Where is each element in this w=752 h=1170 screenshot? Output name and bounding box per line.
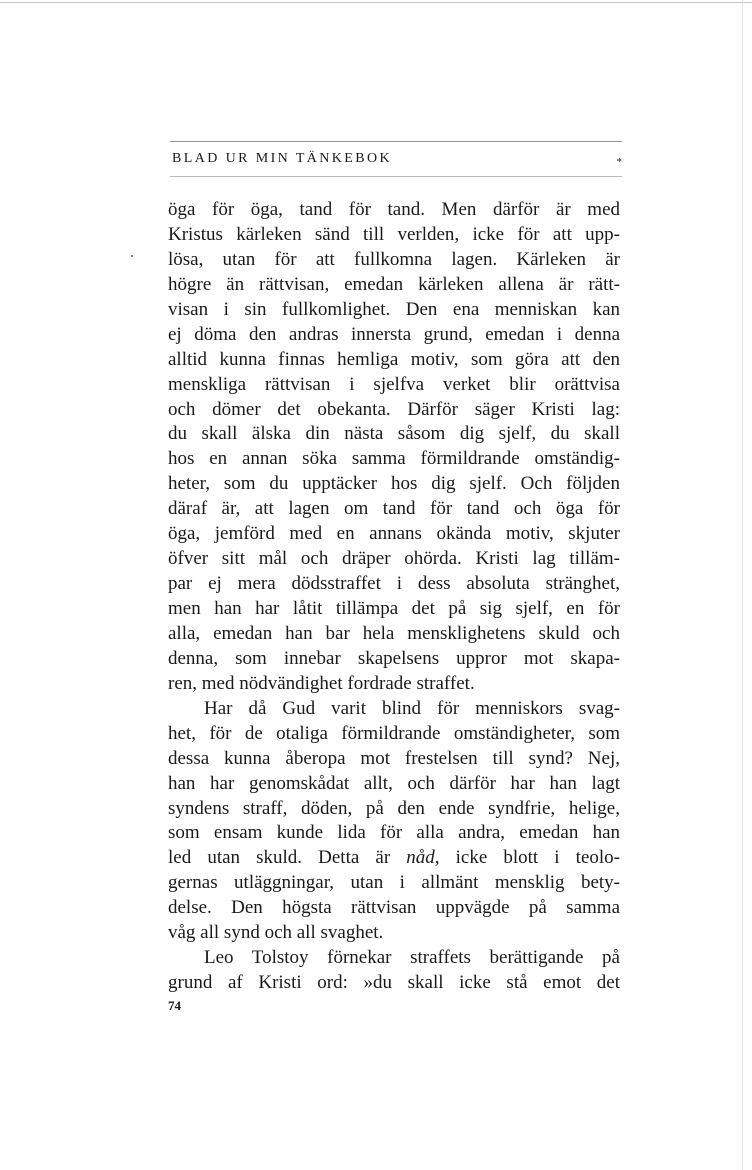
- body-text: [168, 198, 620, 996]
- text-line: dessa kunna åberopa mot frestelsen till synd? Nej,: [168, 747, 620, 769]
- emphasized-word: nåd,: [406, 847, 440, 869]
- header-rule-top: [170, 141, 622, 142]
- text-line: hos en annan söka samma förmildrande omständig-: [168, 448, 620, 470]
- page-edge-top: [0, 2, 752, 3]
- text-line: ej döma den andras innersta grund, emedan i denna: [168, 323, 620, 345]
- text-line: heter, som du upptäcker hos dig sjelf. Och följden: [168, 473, 620, 495]
- text-line: lösa, utan för att fullkomna lagen. Kärleken är: [168, 248, 620, 270]
- text-line: par ej mera dödsstraffet i dess absoluta stränghet,: [168, 573, 620, 595]
- text-line: syndens straff, döden, på den ende syndfrie, helige,: [168, 797, 620, 819]
- page-edge-right: [742, 0, 743, 1170]
- text-line-with-emphasis: [168, 846, 620, 871]
- running-title: BLAD UR MIN TÄNKEBOK: [172, 151, 393, 166]
- text-line: och dömer det obekanta. Därför säger Kristi lag:: [168, 398, 620, 420]
- text-line: gernas utläggningar, utan i allmänt mensklig bety-: [168, 872, 620, 894]
- paragraph-last-line: ren, med nödvändighet fordrade straffet.: [168, 672, 475, 694]
- text-line: menskliga rättvisan i sjelfva verket blir orättvisa: [168, 373, 620, 395]
- text-line: grund af Kristi ord: »du skall icke stå emot det: [168, 972, 620, 994]
- text-line: men han har låtit tillämpa det på sig sjelf, en för: [168, 598, 620, 619]
- text-segment: led utan skuld. Detta är: [168, 847, 407, 869]
- text-line: alla, emedan han bar hela mensklighetens skuld och: [168, 622, 620, 644]
- text-line: Kristus kärleken sänd till verlden, icke för att upp-: [168, 223, 620, 245]
- text-line: öga, jemförd med en annans okända motiv, skjuter: [168, 523, 620, 545]
- page-number: 74: [168, 998, 181, 1013]
- text-line: öfver sitt mål och dräper ohörda. Kristi lag tilläm-: [168, 548, 620, 570]
- running-head: [172, 149, 622, 169]
- asterisk-ornament-icon: *: [616, 156, 622, 168]
- text-line: öga för öga, tand för tand. Men därför är med: [168, 199, 620, 220]
- text-line: du skall älska din nästa såsom dig sjelf, du skall: [168, 423, 620, 445]
- text-line: denna, som innebar skapelsens uppror mot skapa-: [168, 647, 620, 669]
- text-line: delse. Den högsta rättvisan uppvägde på samma: [168, 897, 620, 919]
- text-line: alltid kunna finnas hemliga motiv, som göra att den: [168, 348, 620, 370]
- paragraph-first-line: Leo Tolstoy förnekar straffets berättigande på: [204, 947, 620, 969]
- paragraph-first-line: Har då Gud varit blind för menniskors svag-: [204, 697, 620, 719]
- margin-speck: [131, 255, 133, 257]
- text-segment: icke blott i teolo-: [439, 847, 620, 869]
- text-line: däraf är, att lagen om tand för tand och öga för: [168, 498, 620, 520]
- header-rule-bottom: [170, 176, 622, 177]
- text-line: het, för de otaliga förmildrande omständigheter, som: [168, 722, 620, 744]
- text-line: högre än rättvisan, emedan kärleken allena är rätt-: [168, 273, 620, 295]
- text-line: som ensam kunde lida för alla andra, emedan han: [168, 822, 620, 844]
- paragraph-last-line: våg all synd och all svaghet.: [168, 922, 384, 944]
- text-line: han har genomskådat allt, och därför har han lagt: [168, 772, 620, 794]
- text-line: visan i sin fullkomlighet. Den ena menniskan kan: [168, 298, 620, 320]
